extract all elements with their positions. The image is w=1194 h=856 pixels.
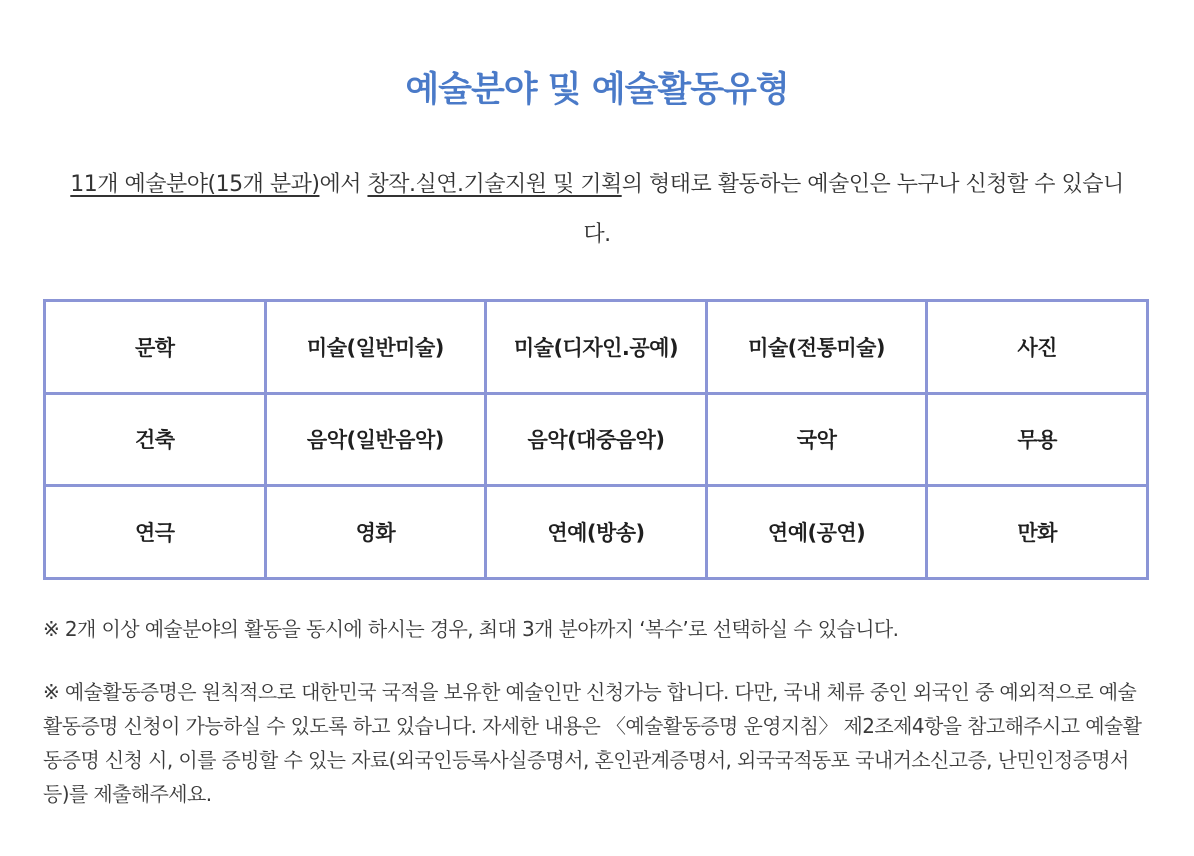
table-cell: 건축 [45, 393, 266, 486]
page-title: 예술분야 및 예술활동유형 [405, 70, 789, 110]
table-cell: 미술(일반미술) [265, 301, 486, 394]
table-row [45, 301, 1148, 394]
table-cell: 음악(일반음악) [265, 393, 486, 486]
intro-text-segment: 에서 [319, 172, 368, 197]
table-cell: 음악(대중음악) [486, 393, 707, 486]
table-cell: 국악 [706, 393, 927, 486]
table-cell: 미술(디자인.공예) [486, 301, 707, 394]
intro-activity-types: 창작.실연.기술지원 및 기획 [367, 172, 622, 197]
intro-text-segment: 의 형태로 활동하는 예술인은 누구나 신청할 수 있습니다. [583, 172, 1124, 247]
table-row [45, 486, 1148, 579]
table-row [45, 393, 1148, 486]
table-cell: 연예(방송) [486, 486, 707, 579]
art-fields-table [43, 299, 1149, 580]
table-cell: 무용 [927, 393, 1148, 486]
table-cell: 문학 [45, 301, 266, 394]
table-cell: 만화 [927, 486, 1148, 579]
table-cell: 사진 [927, 301, 1148, 394]
intro-fields-count: 11개 예술분야(15개 분과) [70, 172, 320, 197]
intro-text [60, 160, 1134, 260]
table-cell: 연극 [45, 486, 266, 579]
table-cell: 영화 [265, 486, 486, 579]
table-cell: 연예(공연) [706, 486, 927, 579]
note-multiple-fields: ※ 2개 이상 예술분야의 활동을 동시에 하시는 경우, 최대 3개 분야까지 ‘복수’로 선택하실 수 있습니다. [43, 617, 899, 641]
table-cell: 미술(전통미술) [706, 301, 927, 394]
note-foreigner-eligibility: ※ 예술활동증명은 원칙적으로 대한민국 국적을 보유한 예술인만 신청가능 합니다. 다만, 국내 체류 중인 외국인 중 예외적으로 예술활동증명 신청이 가능하실 수 있도록 하고 있습니다. 자세한 내용은 〈예술활동증명 운영지침〉 제2조제4항을 참고해주시고 예술활동증명 신청 시, 이를 증빙할 수 있는 자료(외국인등록사실증명서, 혼인관계증명서, 외국국적동포 국내거소신고증, 난민인정증명서 등)를 제출해주세요. [43, 680, 1142, 806]
